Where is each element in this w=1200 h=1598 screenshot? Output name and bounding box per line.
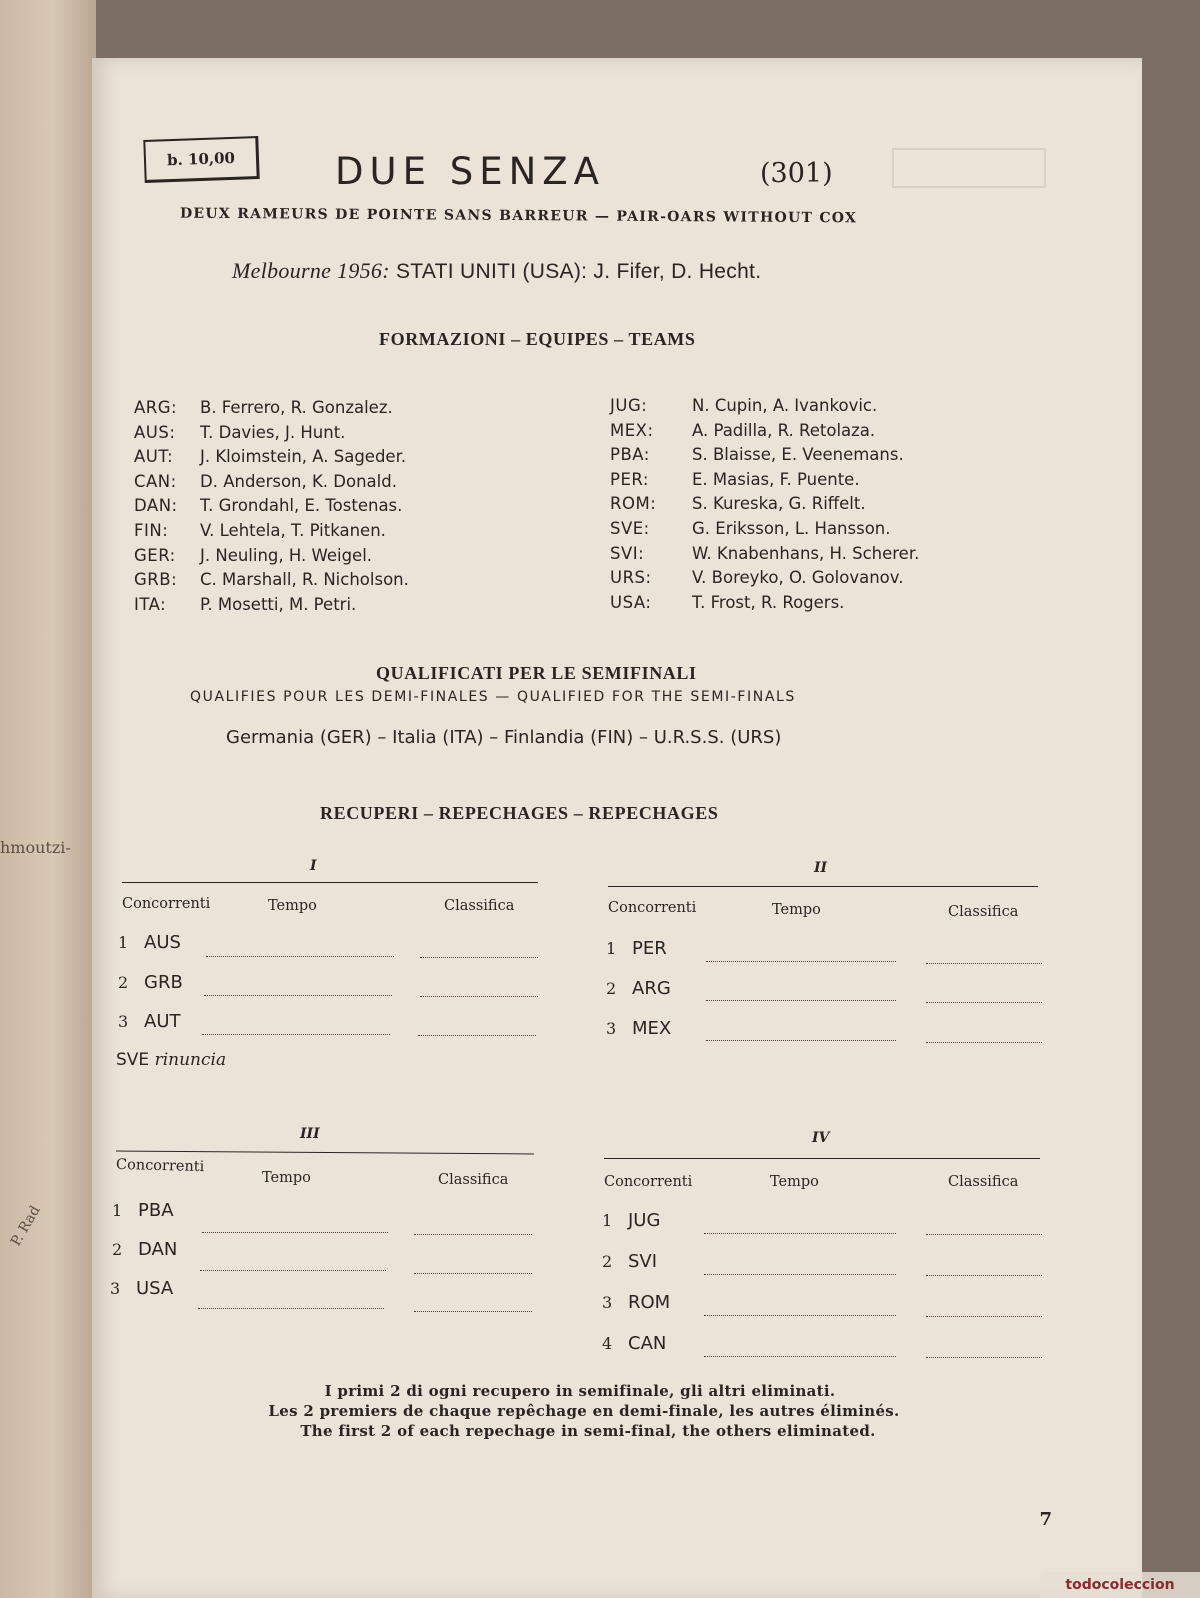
entry-number: 4: [602, 1334, 613, 1353]
time-blank: [202, 1232, 388, 1233]
team-crew: V. Boreyko, O. Golovanov.: [692, 568, 904, 588]
facing-page-fragment: P. Rad: [7, 1203, 44, 1249]
withdrawal-note: [116, 1050, 226, 1070]
qualified-heading: QUALIFICATI PER LE SEMIFINALI: [376, 663, 697, 683]
team-crew: T. Frost, R. Rogers.: [692, 592, 845, 612]
heat-entry: [602, 1333, 666, 1354]
entry-number: 2: [118, 973, 129, 992]
rank-blank: [414, 1234, 532, 1235]
team-crew: J. Neuling, H. Weigel.: [200, 545, 373, 565]
col-header-time: Tempo: [268, 898, 317, 914]
heat-rule: [604, 1158, 1040, 1159]
team-code: SVE:: [610, 518, 650, 538]
team-crew: T. Davies, J. Hunt.: [200, 422, 346, 442]
team-row: [134, 396, 409, 421]
heat-entry: [606, 978, 671, 999]
team-code: PBA:: [610, 445, 650, 465]
entry-code: SVI: [628, 1251, 658, 1272]
team-code: DAN:: [134, 496, 178, 516]
show-through: [892, 148, 1046, 188]
entry-number: 1: [606, 939, 617, 958]
teams-right-list: [610, 394, 919, 615]
team-crew: G. Eriksson, L. Hansson.: [692, 518, 891, 538]
rank-blank: [420, 957, 538, 958]
event-subtitle: DEUX RAMEURS DE POINTE SANS BARREUR — PAIR-OARS WITHOUT COX: [179, 205, 858, 227]
team-code: GER:: [134, 545, 176, 565]
heat-entry: [606, 938, 667, 959]
heat-rule: [122, 882, 538, 883]
entry-number: 3: [110, 1279, 121, 1298]
entry-code: CAN: [628, 1333, 667, 1354]
entry-code: PER: [632, 938, 667, 959]
price-box: [143, 136, 259, 183]
team-code: CAN:: [134, 471, 177, 491]
facing-page-fragment: hmoutzi-: [0, 838, 71, 857]
rank-blank: [414, 1311, 532, 1312]
team-code: ITA:: [134, 594, 167, 614]
price: b. 10,00: [166, 148, 236, 170]
entry-number: 2: [606, 979, 617, 998]
heat-rule: [116, 1151, 534, 1155]
heat-entry: [118, 1011, 180, 1032]
team-crew: W. Knabenhans, H. Scherer.: [692, 543, 920, 563]
team-crew: J. Kloimstein, A. Sageder.: [200, 447, 407, 467]
rank-blank: [926, 1234, 1042, 1235]
entry-number: 1: [602, 1211, 613, 1230]
team-crew: V. Lehtela, T. Pitkanen.: [200, 520, 386, 540]
time-blank: [202, 1034, 390, 1035]
team-crew: D. Anderson, K. Donald.: [200, 471, 397, 491]
heat-entry: [606, 1018, 671, 1039]
entry-number: 2: [602, 1252, 613, 1271]
heat-number: II: [814, 860, 828, 876]
team-row: [610, 542, 919, 567]
col-header-time: Tempo: [770, 1174, 819, 1190]
time-blank: [706, 961, 896, 962]
col-header-competitors: Concorrenti: [122, 896, 211, 912]
team-row: [134, 470, 409, 495]
team-row: [610, 443, 919, 468]
team-row: [134, 544, 409, 569]
rank-blank: [414, 1273, 532, 1274]
team-code: ARG:: [134, 398, 178, 417]
col-header-rank: Classifica: [438, 1172, 509, 1188]
team-row: [134, 494, 409, 519]
entry-code: DAN: [138, 1239, 178, 1260]
teams-heading: FORMAZIONI – EQUIPES – TEAMS: [379, 329, 696, 349]
col-header-rank: Classifica: [444, 898, 515, 914]
team-row: [134, 568, 409, 593]
team-code: URS:: [610, 568, 652, 588]
page-number: 7: [1039, 1509, 1052, 1530]
heat-entry: [112, 1239, 177, 1260]
heat-entry: [110, 1278, 173, 1299]
team-row: [134, 421, 409, 446]
entry-code: MEX: [632, 1018, 672, 1039]
team-crew: T. Grondahl, E. Tostenas.: [200, 496, 403, 516]
team-row: [610, 394, 919, 419]
booklet-page: [92, 58, 1142, 1598]
time-blank: [204, 995, 392, 996]
team-row: [610, 468, 919, 493]
time-blank: [704, 1233, 896, 1234]
team-crew: A. Padilla, R. Retolaza.: [692, 420, 876, 440]
previous-winner-team: STATI UNITI (USA): J. Fifer, D. Hecht.: [396, 260, 762, 283]
heat-entry: [118, 972, 183, 993]
col-header-rank: Classifica: [948, 1174, 1019, 1190]
team-code: SVI:: [610, 543, 645, 563]
qualified-list: Germania (GER) – Italia (ITA) – Finlandia (FIN) – U.R.S.S. (URS): [226, 727, 782, 748]
withdrawn-code: SVE: [116, 1050, 150, 1070]
entry-code: JUG: [628, 1210, 661, 1231]
event-title: DUE SENZA: [335, 150, 605, 193]
heat-entry: [602, 1210, 660, 1231]
entry-code: AUS: [144, 932, 181, 953]
team-crew: S. Blaisse, E. Veenemans.: [692, 445, 904, 465]
entry-number: 2: [112, 1240, 123, 1259]
team-row: [610, 492, 919, 517]
rule-note-fr: Les 2 premiers de chaque repêchage en demi-finale, les autres éliminés.: [268, 1402, 900, 1420]
entry-code: ROM: [628, 1292, 671, 1313]
entry-code: ARG: [632, 978, 671, 999]
team-row: [610, 517, 919, 542]
rank-blank: [418, 1035, 536, 1036]
team-crew: P. Mosetti, M. Petri.: [200, 594, 357, 614]
rank-blank: [420, 996, 538, 997]
teams-left-list: [134, 396, 409, 617]
heat-entry: [118, 932, 181, 953]
event-number: (301): [760, 158, 833, 189]
team-row: [134, 593, 409, 618]
col-header-competitors: Concorrenti: [608, 900, 697, 916]
team-code: MEX:: [610, 420, 654, 440]
time-blank: [706, 1000, 896, 1001]
team-code: FIN:: [134, 520, 169, 540]
withdrawn-word: rinuncia: [154, 1050, 227, 1070]
team-row: [610, 591, 919, 616]
team-code: GRB:: [134, 570, 178, 590]
time-blank: [706, 1040, 896, 1041]
time-blank: [704, 1356, 896, 1357]
heat-entry: [602, 1292, 670, 1313]
facing-page: [0, 0, 96, 1598]
col-header-competitors: Concorrenti: [115, 1156, 205, 1176]
qualified-subheading: QUALIFIES POUR LES DEMI-FINALES — QUALIFIED FOR THE SEMI-FINALS: [190, 689, 796, 705]
team-crew: C. Marshall, R. Nicholson.: [200, 570, 409, 590]
team-code: USA:: [610, 592, 652, 612]
repechage-heading: RECUPERI – REPECHAGES – REPECHAGES: [320, 803, 719, 823]
col-header-competitors: Concorrenti: [604, 1174, 693, 1190]
entry-number: 3: [606, 1019, 617, 1038]
team-code: AUS:: [134, 422, 176, 442]
entry-number: 3: [602, 1293, 613, 1312]
entry-number: 1: [112, 1201, 123, 1220]
entry-code: GRB: [144, 972, 183, 993]
team-code: JUG:: [610, 396, 648, 415]
heat-entry: [112, 1200, 174, 1221]
team-row: [134, 519, 409, 544]
team-code: AUT:: [134, 447, 174, 467]
rule-note-it: I primi 2 di ogni recupero in semifinale, gli altri eliminati.: [324, 1382, 836, 1400]
time-blank: [704, 1274, 896, 1275]
time-blank: [206, 956, 394, 957]
team-crew: S. Kureska, G. Riffelt.: [692, 494, 866, 514]
heat-rule: [608, 886, 1038, 887]
entry-number: 1: [118, 933, 129, 952]
team-code: PER:: [610, 469, 649, 489]
team-row: [610, 566, 919, 591]
previous-games: Melbourne 1956:: [232, 258, 390, 283]
heat-number: III: [300, 1126, 320, 1142]
col-header-time: Tempo: [772, 902, 821, 918]
time-blank: [704, 1315, 896, 1316]
entry-code: AUT: [144, 1011, 181, 1032]
entry-code: USA: [136, 1278, 174, 1299]
team-crew: N. Cupin, A. Ivankovic.: [692, 396, 878, 415]
previous-winner: [232, 258, 761, 284]
rank-blank: [926, 963, 1042, 964]
watermark: todocoleccion: [1040, 1572, 1200, 1598]
team-crew: E. Masias, F. Puente.: [692, 469, 860, 489]
entry-number: 3: [118, 1012, 129, 1031]
col-header-rank: Classifica: [948, 904, 1019, 920]
rank-blank: [926, 1002, 1042, 1003]
heat-number: IV: [812, 1130, 830, 1146]
rank-blank: [926, 1357, 1042, 1358]
heat-entry: [602, 1251, 657, 1272]
time-blank: [200, 1270, 386, 1271]
team-row: [134, 445, 409, 470]
team-crew: B. Ferrero, R. Gonzalez.: [200, 398, 393, 417]
col-header-time: Tempo: [262, 1170, 311, 1186]
heat-number: I: [310, 858, 317, 874]
team-code: ROM:: [610, 494, 657, 514]
team-row: [610, 419, 919, 444]
rank-blank: [926, 1316, 1042, 1317]
rank-blank: [926, 1275, 1042, 1276]
rule-note-en: The first 2 of each repechage in semi-final, the others eliminated.: [300, 1422, 876, 1440]
entry-code: PBA: [138, 1200, 174, 1221]
time-blank: [198, 1308, 384, 1309]
rank-blank: [926, 1042, 1042, 1043]
